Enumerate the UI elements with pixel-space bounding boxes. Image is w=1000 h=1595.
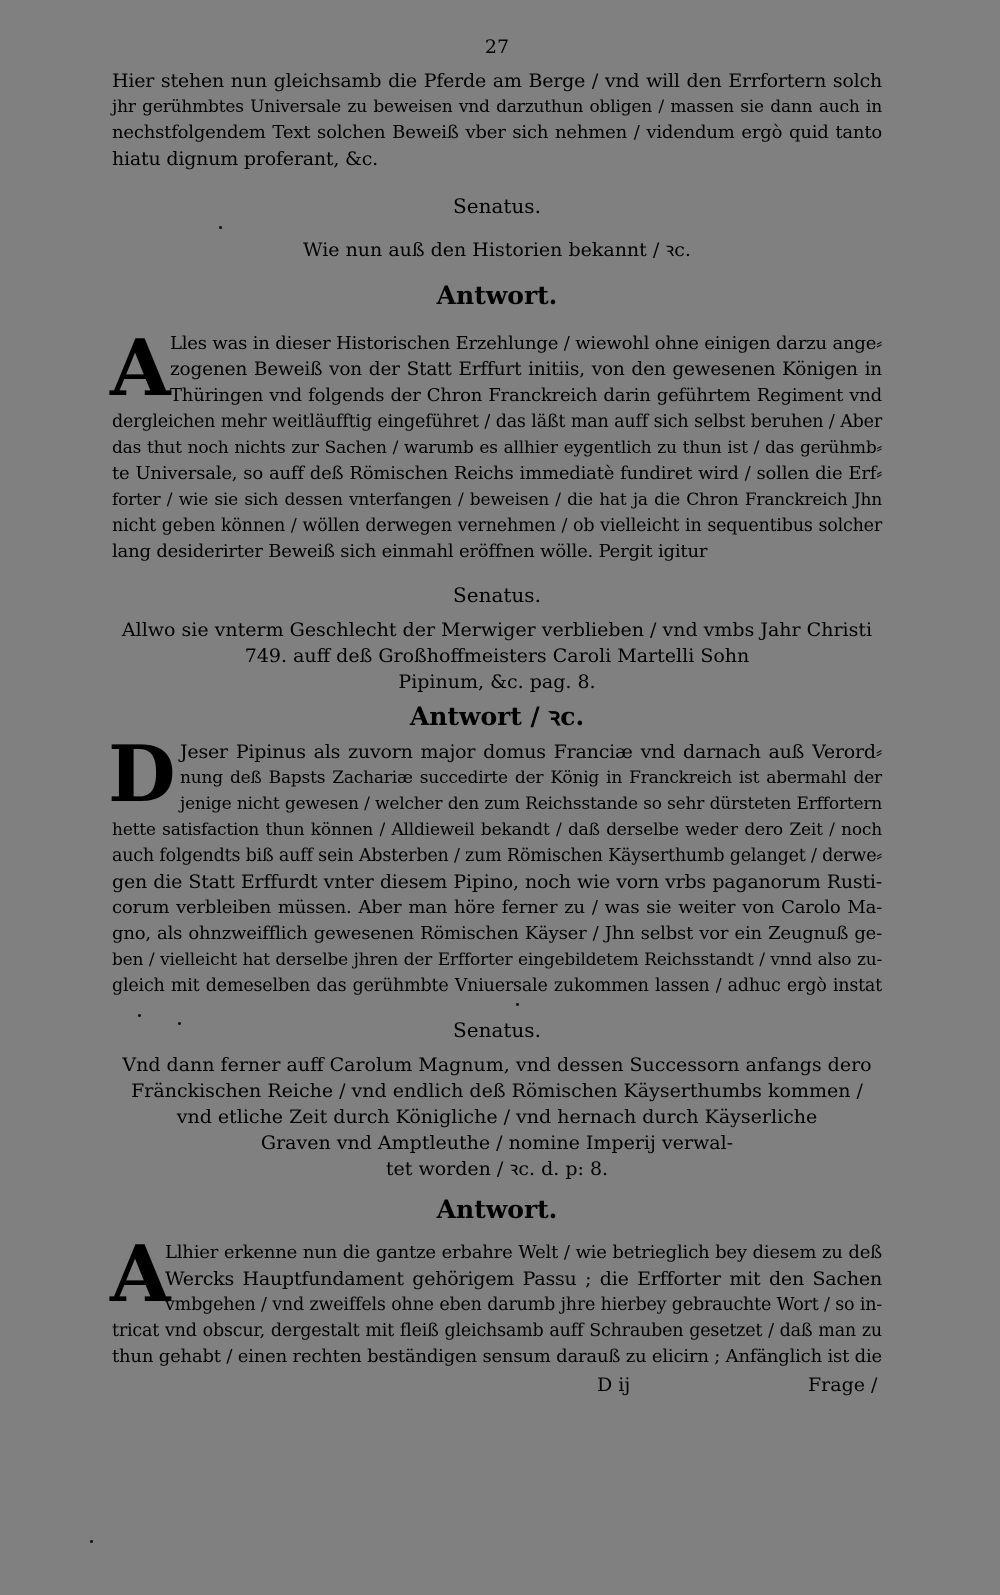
text-line: jenige nicht gewesen / welcher den zum Reichsstande so sehr dürsteten Erffortern [180,794,882,814]
antwort-heading: Antwort / ꝛc. [409,702,585,731]
text-line: Lles was in dieser Historischen Erzehlunge / wiewohl ohne einigen darzu ange⸗ [170,333,882,354]
text-line: Jeser Pipinus als zuvorn major domus Franciæ vnd darnach auß Verord⸗ [180,741,882,763]
page-number: 27 [484,36,510,58]
senatus-quote: 749. auff deß Großhoffmeisters Caroli Martelli Sohn [244,645,750,667]
senatus-quote: tet worden / ꝛc. d. p: 8. [385,1158,609,1180]
text-line: jhr gerühmbtes Universale zu beweisen vnd darzuthun obligen / massen sie dann auch in [112,97,882,117]
senatus-heading: Senatus. [453,583,541,607]
drop-initial: A [110,323,171,414]
scan-speck [90,1540,93,1543]
signature-mark: D ij [597,1374,631,1396]
scan-speck [178,1022,181,1025]
text-line: hiatu dignum proferant, &c. [112,148,378,170]
text-line: Wercks Hauptfundament gehörigem Passu ; die Erfforter mit den Sachen [165,1268,882,1290]
senatus-quote: Fränckischen Reiche / vnd endlich deß Römischen Käyserthumbs kommen / [131,1080,863,1102]
scan-speck [219,226,222,229]
antwort-heading: Antwort. [436,1195,558,1224]
catchword: Frage / [808,1374,878,1396]
text-line: auch folgendts biß auff sein Absterben / zum Römischen Käyserthumb gelanget / derwe⸗ [112,846,882,866]
scan-speck [138,1014,141,1017]
drop-initial: D [108,729,176,820]
antwort-heading: Antwort. [436,281,558,310]
text-line: nung deß Bapsts Zachariæ succedirte der König in Franckreich ist abermahl der [180,768,882,788]
senatus-quote: Allwo sie vnterm Geschlecht der Merwiger verblieben / vnd vmbs Jahr Christi [121,619,873,641]
senatus-quote: Wie nun auß den Historien bekannt / ꝛc. [303,239,691,261]
scan-speck [516,1003,519,1006]
text-line: tricat vnd obscur, dergestalt mit fleiß gleichsamb auff Schrauben gesetzet / daß man zu [112,1321,882,1341]
text-line: nicht geben können / wöllen derwegen vernehmen / ob vielleicht in sequentibus solcher [112,516,882,536]
text-line: Thüringen vnd folgends der Chron Franckreich darin geführtem Regiment vnd [170,385,882,406]
text-line: ben / vielleicht hat derselbe jhren der Erfforter eingebildetem Reichsstandt / vnnd also zu- [112,950,882,970]
senatus-heading: Senatus. [453,194,541,218]
drop-initial: A [110,1229,171,1320]
text-line: corum verbleiben müssen. Aber man höre ferner zu / was sie weiter von Carolo Ma- [112,897,882,918]
text-line: hette satisfaction thun können / Alldieweil bekandt / daß derselbe weder dero Zeit / noch [112,820,882,840]
text-line: nechstfolgendem Text solchen Beweiß vber sich nehmen / videndum ergò quid tanto [112,122,882,143]
text-line: Hier stehen nun gleichsamb die Pferde am Berge / vnd will den Errfortern solch [112,70,882,92]
text-line: Llhier erkenne nun die gantze erbahre Welt / wie betrieglich bey diesem zu deß [165,1242,882,1263]
text-line: zogenen Beweiß von der Statt Erffurt initiis, von den gewesenen Königen in [170,359,882,380]
text-line: gleich mit demeselben das gerühmbte Vniuersale zukommen lassen / adhuc ergò instat [112,976,882,996]
text-line: lang desiderirter Beweiß sich einmahl eröffnen wölle. Pergit igitur [112,541,708,562]
text-line: gno, als ohnzweifflich gewesenen Römischen Käyser / Jhn selbst vor ein Zeugnuß ge- [112,923,882,944]
text-line: forter / wie sie sich dessen vnterfangen / beweisen / die hat ja die Chron Franckreich Jhn [112,490,882,510]
text-line: dergleichen mehr weitläufftig eingeführet / das läßt man auff sich selbst beruhen / Aber [112,412,882,432]
text-line: te Universale, so auff deß Römischen Reichs immediatè fundiret wird / sollen die Erf⸗ [112,463,882,484]
senatus-quote: Vnd dann ferner auff Carolum Magnum, vnd dessen Successorn anfangs dero [122,1054,872,1076]
text-line: gen die Statt Erffurdt vnter diesem Pipino, noch wie vorn vrbs paganorum Rusti- [112,871,882,893]
text-line: vmbgehen / vnd zweiffels ohne eben darumb jhre hierbey gebrauchte Wort / so in- [165,1295,882,1315]
text-line: das thut noch nichts zur Sachen / warumb es allhier eygentlich zu thun ist / das gerühmb⸗ [112,438,882,458]
senatus-quote: Pipinum, &c. pag. 8. [398,671,596,693]
text-line: thun gehabt / einen rechten beständigen sensum darauß zu elicirn ; Anfänglich ist die [112,1346,882,1367]
senatus-heading: Senatus. [453,1018,541,1042]
senatus-quote: vnd etliche Zeit durch Königliche / vnd hernach durch Käyserliche [176,1106,818,1128]
senatus-quote: Graven vnd Amptleuthe / nomine Imperij verwal- [260,1132,734,1154]
